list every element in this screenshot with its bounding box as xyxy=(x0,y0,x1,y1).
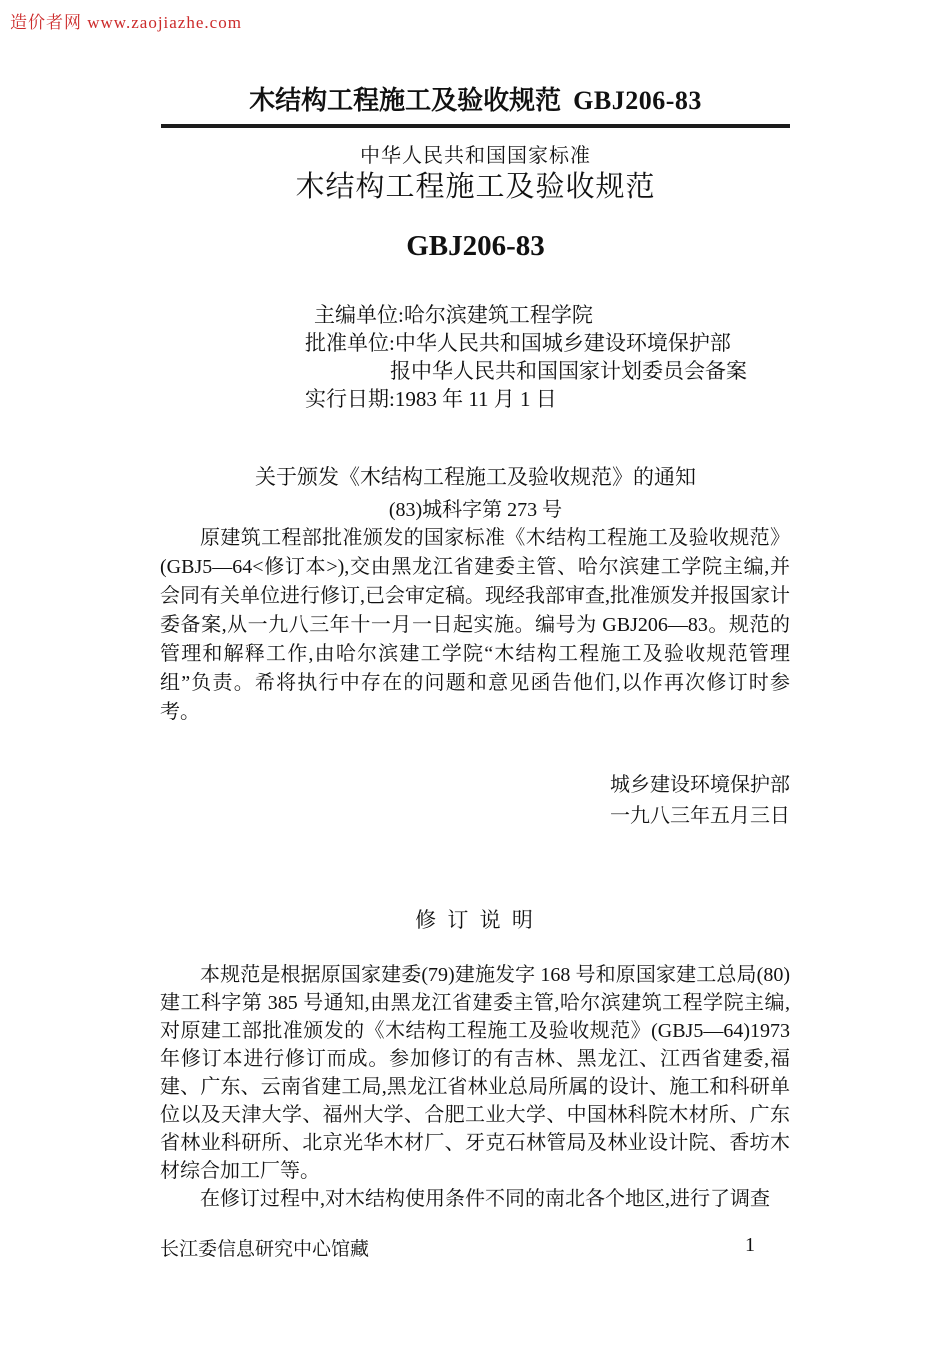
revision-notes-paragraph-2: 在修订过程中,对木结构使用条件不同的南北各个地区,进行了调查 xyxy=(200,1188,770,1210)
page-header-title: 木结构工程施工及验收规范 xyxy=(249,86,562,115)
effective-date-line: 实行日期:1983 年 11 月 1 日 xyxy=(305,387,557,411)
watermark-text: 造价者网 www.zaojiazhe.com xyxy=(10,13,242,32)
publication-info-block xyxy=(305,301,747,413)
signature-block xyxy=(160,770,790,832)
page-footer xyxy=(160,1234,790,1261)
signature-date: 一九八三年五月三日 xyxy=(610,805,790,827)
page-header xyxy=(161,80,790,128)
page-number: 1 xyxy=(745,1234,755,1256)
revision-notes-heading: 修 订 说 明 xyxy=(415,908,536,932)
page-header-code: GBJ206-83 xyxy=(573,86,702,115)
chief-editor-line: 主编单位:哈尔滨建筑工程学院 xyxy=(314,303,593,327)
approval-unit-line: 批准单位:中华人民共和国城乡建设环境保护部 xyxy=(305,331,731,355)
notice-body-paragraph: 原建筑工程部批准颁发的国家标准《木结构工程施工及验收规范》(GBJ5—64<修订本>),交由黑龙江省建委主管、哈尔滨建工学院主编,并会同有关单位进行修订,已会审定稿。现经我部审查,批准颁发并报国家计委备案,从一九八三年十一月一日起实施。编号为 GBJ206—83。规范的管理和解释工作,由哈尔滨建工学院“木结构工程施工及验收规范管理组”负责。希将执行中存在的问题和意见函告他们,以作再次修订时参考。 xyxy=(160,527,790,723)
signature-organization: 城乡建设环境保护部 xyxy=(610,774,790,796)
revision-notes-paragraph-1: 本规范是根据原国家建委(79)建施发字 168 号和原国家建工总局(80)建工科字第 385 号通知,由黑龙江省建委主管,哈尔滨建筑工程学院主编,对原建工部批准颁发的《木结构工程施工及验收规范》(GBJ5—64)1973 年修订本进行修订而成。参加修订的有吉林、黑龙江、江西省建委,福建、广东、云南省建工局,黑龙江省林业总局所属的设计、施工和科研单位以及天津大学、福州大学、合肥工业大学、中国林科院木材所、广东省林业科研所、北京光华木材厂、牙克石林管局及林业设计院、香坊木材综合加工厂等。 xyxy=(160,964,790,1182)
document-title: 木结构工程施工及验收规范 xyxy=(295,171,656,203)
filing-line: 报中华人民共和国国家计划委员会备案 xyxy=(390,359,747,383)
notice-document-number: (83)城科字第 273 号 xyxy=(388,499,563,521)
notice-heading: 关于颁发《木结构工程施工及验收规范》的通知 xyxy=(255,465,696,489)
footer-collection-label: 长江委信息研究中心馆藏 xyxy=(160,1239,370,1260)
document-code: GBJ206-83 xyxy=(406,230,545,262)
standard-label: 中华人民共和国国家标准 xyxy=(360,145,591,167)
